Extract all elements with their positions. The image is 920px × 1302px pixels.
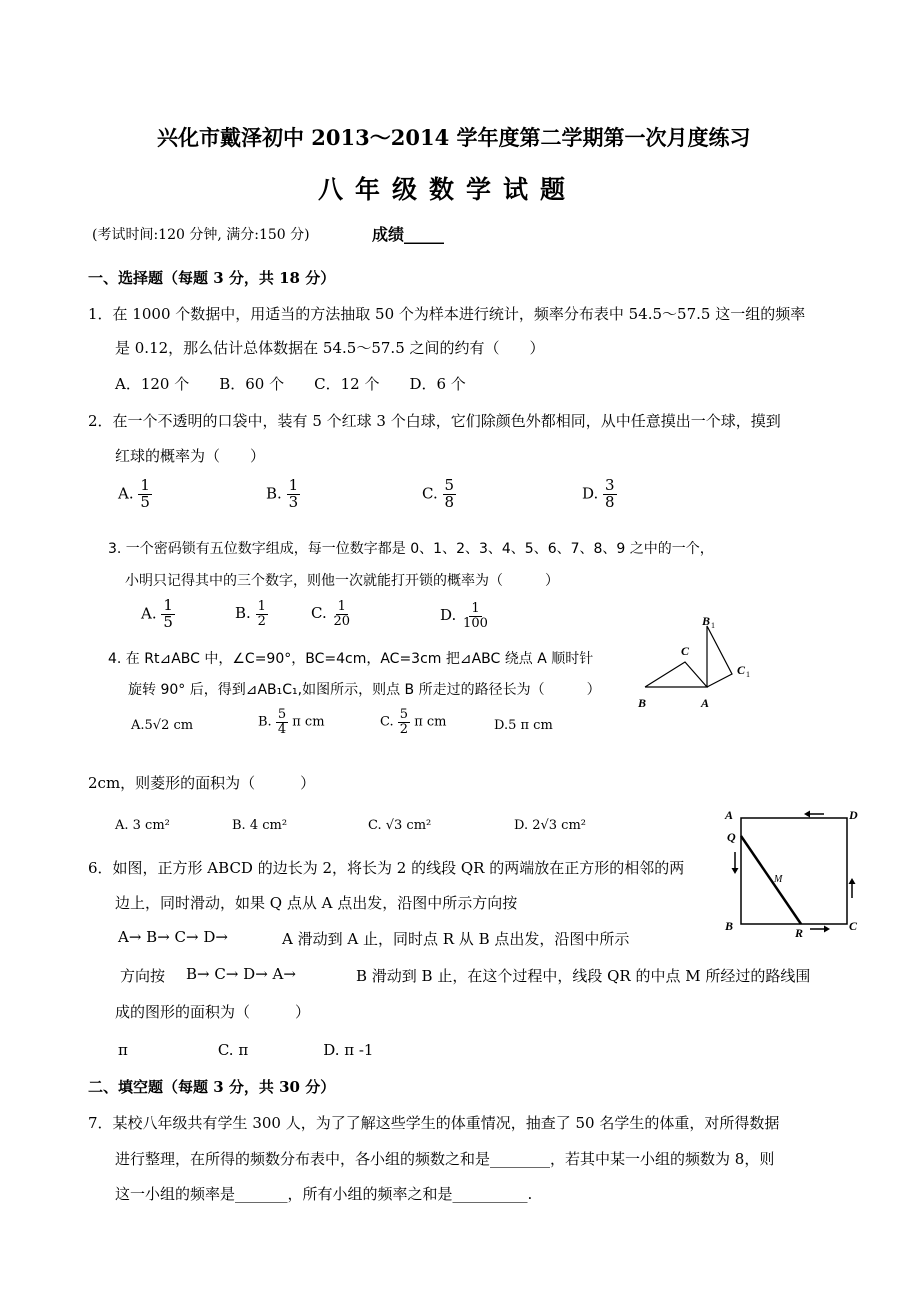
question-2-option-d: D. $\frac{3}{8}$: [582, 476, 615, 511]
question-6-line-5: 成的图形的面积为（ ）: [115, 1003, 311, 1021]
question-4-option-b: B. $\frac{5}{4}$ π cm: [258, 707, 325, 737]
fig-label-q: Q: [727, 830, 736, 844]
fig-label-d: D: [849, 808, 858, 822]
fig-label-b1: B: [702, 614, 711, 628]
question-5-option-c: C. √3 cm²: [368, 818, 432, 833]
question-3-option-b: B. $\frac{1}{2}$: [235, 599, 266, 629]
question-7-line-2: 进行整理，在所得的频数分布表中，各小组的频数之和是________，若其中某一小组的频数为 8，则: [115, 1150, 775, 1168]
question-5-option-a: A. 3 cm²: [115, 818, 170, 833]
question-2-line-1: 2．在一个不透明的口袋中，装有 5 个红球 3 个白球，它们除颜色外都相同，从中任意摸出一个球，摸到: [88, 412, 781, 430]
question-5-option-b: B. 4 cm²: [232, 818, 288, 833]
question-6-options: π C. π D. π -1: [118, 1041, 374, 1059]
arrow-up-icon: [849, 878, 856, 898]
fig-label-c1: C: [737, 663, 746, 677]
square-figure: [724, 806, 864, 940]
question-7-line-3: 这一小组的频率是_______，所有小组的频率之和是__________.: [115, 1185, 533, 1203]
question-1-line-2: 是 0.12，那么估计总体数据在 54.5～57.5 之间的约有（ ）: [115, 339, 545, 357]
question-4-line-2: 旋转 90° 后，得到⊿AB₁C₁,如图所示，则点 B 所走过的路径长为（ ）: [128, 682, 601, 698]
question-4-option-a: A.5√2 cm: [131, 718, 194, 733]
question-7-line-1: 7．某校八年级共有学生 300 人，为了了解这些学生的体重情况，抽查了 50 名学生的体重，对所得数据: [88, 1114, 780, 1132]
triangle-rotation-figure: [630, 612, 760, 712]
fig-label-c1-sub: 1: [746, 670, 750, 679]
question-2-option-a: A. $\frac{1}{5}$: [118, 476, 150, 511]
score-field: 成绩_____: [372, 225, 445, 244]
fig-label-m: M: [774, 874, 783, 885]
question-4-option-d: D.5 π cm: [494, 718, 553, 733]
question-6-sequence-r: B→ C→ D→ A→: [186, 965, 296, 983]
fig-label-c: C: [681, 644, 690, 658]
fig-label-c: C: [849, 919, 858, 933]
question-6-line-2: 边上，同时滑动，如果 Q 点从 A 点出发，沿图中所示方向按: [115, 894, 518, 912]
question-2-option-b: B. $\frac{1}{3}$: [266, 476, 299, 511]
question-6-line-4-prefix: 方向按: [120, 967, 166, 985]
arrow-right-icon: [810, 926, 830, 933]
question-4-option-c: C. $\frac{5}{2}$ π cm: [380, 707, 447, 737]
fig-label-r: R: [795, 926, 804, 940]
question-5-line-1: 2cm，则菱形的面积为（ ）: [88, 774, 316, 792]
question-4-line-1: 4. 在 Rt⊿ABC 中，∠C=90°，BC=4cm，AC=3cm 把⊿ABC 绕点 A 顺时针: [108, 651, 594, 667]
fig-label-a: A: [701, 696, 710, 710]
question-1-line-1: 1．在 1000 个数据中，用适当的方法抽取 50 个为样本进行统计，频率分布表中 54.5～57.5 这一组的频率: [88, 305, 806, 323]
fig-label-b: B: [638, 696, 647, 710]
question-3-option-a: A. $\frac{1}{5}$: [141, 596, 173, 631]
fig-label-b: B: [725, 919, 734, 933]
question-3-line-1: 3. 一个密码锁有五位数字组成，每一位数字都是 0、1、2、3、4、5、6、7、8、9 之中的一个，: [108, 541, 714, 557]
exam-info: (考试时间:120 分钟, 满分:150 分): [92, 227, 310, 243]
question-5-option-d: D. 2√3 cm²: [514, 818, 587, 833]
question-3-option-d: D. $\frac{1}{100}$: [440, 601, 488, 631]
fig-label-a: A: [725, 808, 734, 822]
question-6-line-3: A 滑动到 A 止，同时点 R 从 B 点出发，沿图中所示: [282, 930, 630, 948]
page-subtitle: 八年级数学试题: [318, 175, 578, 204]
question-1-options: A．120 个 B．60 个 C．12 个 D．6 个: [115, 375, 466, 393]
section-heading: 一、选择题（每题 3 分，共 18 分）: [88, 269, 336, 287]
question-3-line-2: 小明只记得其中的三个数字，则他一次就能打开锁的概率为（ ）: [125, 573, 559, 589]
section-heading: 二、填空题（每题 3 分，共 30 分）: [88, 1078, 336, 1096]
question-6-line-1: 6．如图，正方形 ABCD 的边长为 2，将长为 2 的线段 QR 的两端放在正方形的相邻的两: [88, 859, 685, 877]
question-2-option-c: C. $\frac{5}{8}$: [422, 476, 455, 511]
fig-label-b1-sub: 1: [711, 621, 715, 630]
question-3-option-c: C. $\frac{1}{20}$: [311, 599, 351, 629]
page-title: 兴化市戴泽初中 2013～2014 学年度第二学期第一次月度练习: [157, 125, 751, 150]
arrow-left-icon: [804, 811, 824, 818]
arrow-down-icon: [732, 852, 739, 874]
question-6-sequence-q: A→ B→ C→ D→: [118, 928, 228, 946]
question-2-line-2: 红球的概率为（ ）: [115, 447, 266, 465]
question-6-line-4: B 滑动到 B 止，在这个过程中，线段 QR 的中点 M 所经过的路线围: [356, 967, 811, 985]
